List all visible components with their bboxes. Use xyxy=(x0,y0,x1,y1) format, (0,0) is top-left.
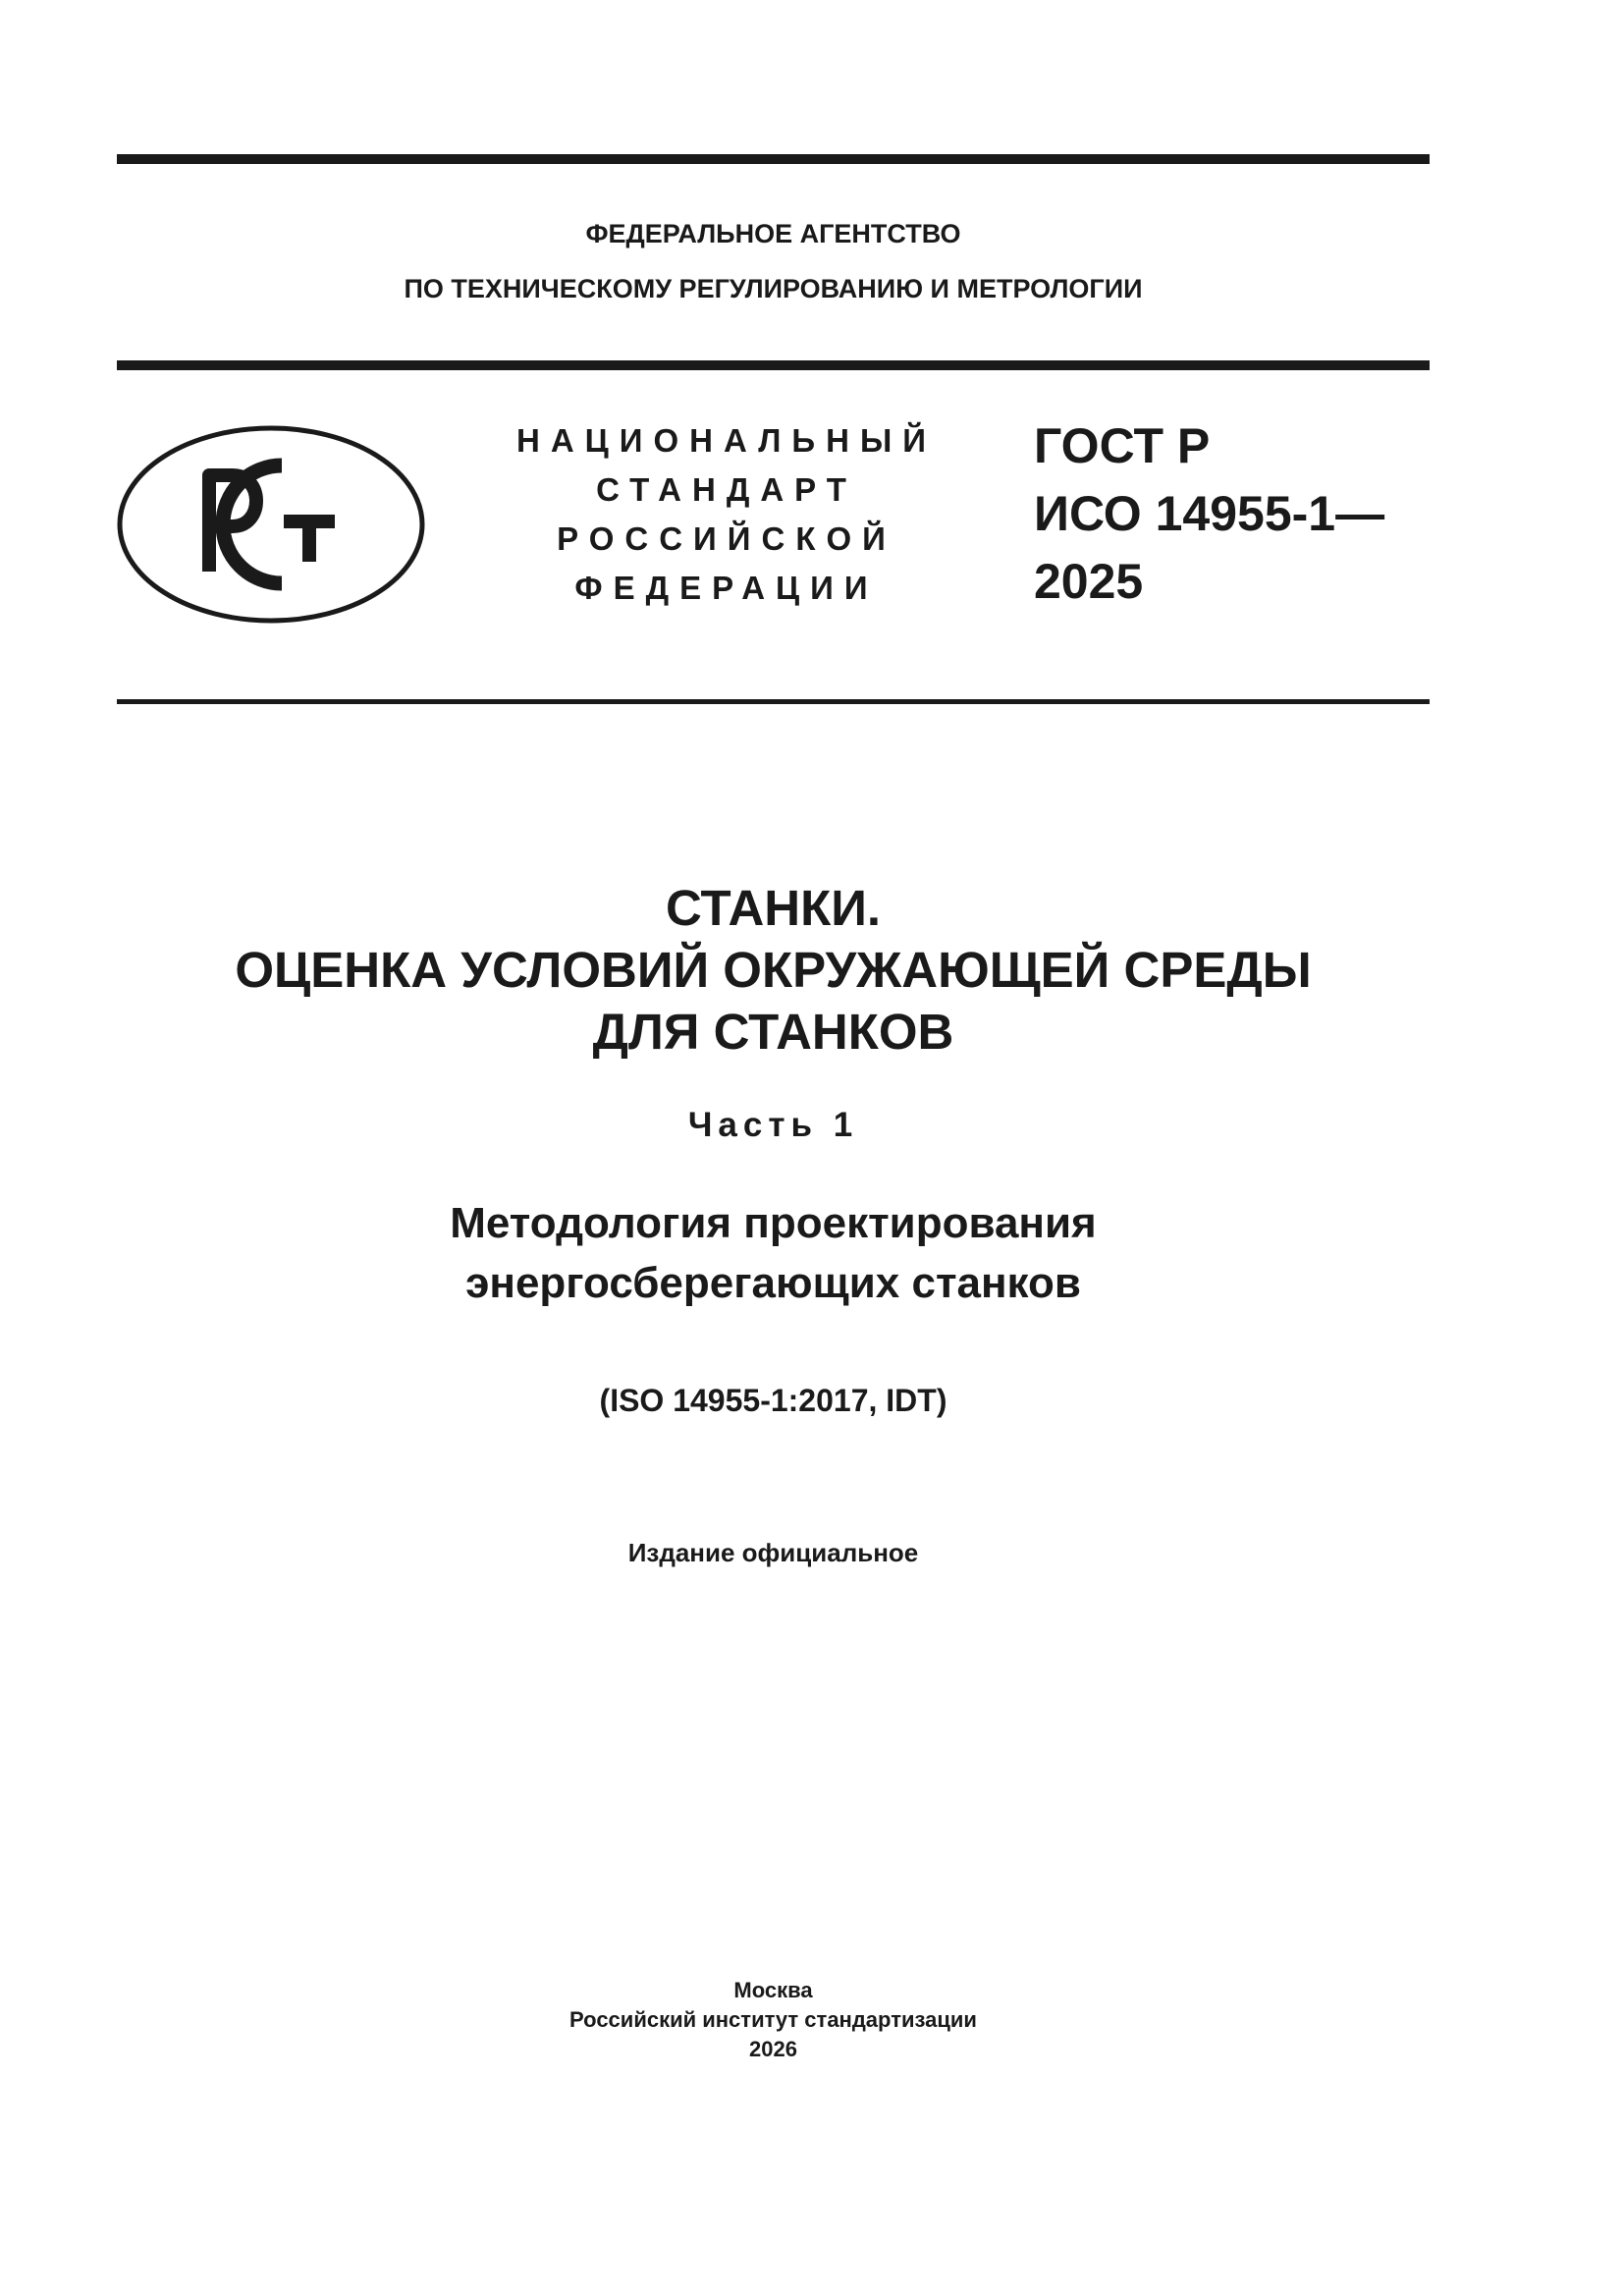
subtitle-line-1: Методология проектирования xyxy=(450,1199,1097,1247)
standard-designation xyxy=(1034,412,1446,616)
document-title xyxy=(117,877,1430,1063)
rst-certification-logo-icon xyxy=(115,424,427,625)
subtitle-line-2: энергосберегающих станков xyxy=(465,1259,1081,1307)
agency-header xyxy=(117,206,1430,316)
national-standard-line-3: РОССИЙСКОЙ xyxy=(557,520,896,557)
agency-line-2: ПО ТЕХНИЧЕСКОМУ РЕГУЛИРОВАНИЮ И МЕТРОЛОГИИ xyxy=(404,274,1143,303)
imprint-year: 2026 xyxy=(749,2037,797,2061)
imprint-publisher: Российский институт стандартизации xyxy=(569,2007,977,2032)
title-line-3: ДЛЯ СТАНКОВ xyxy=(592,1004,954,1060)
title-line-1: СТАНКИ. xyxy=(665,880,882,936)
national-standard-label xyxy=(511,416,943,613)
national-standard-line-2: СТАНДАРТ xyxy=(596,471,857,508)
designation-line-1: ГОСТ Р xyxy=(1034,418,1211,473)
iso-reference: (ISO 14955-1:2017, IDT) xyxy=(599,1383,947,1418)
imprint-city: Москва xyxy=(733,1978,813,2002)
title-line-2: ОЦЕНКА УСЛОВИЙ ОКРУЖАЮЩЕЙ СРЕДЫ xyxy=(235,942,1312,998)
top-rule xyxy=(117,154,1430,164)
middle-rule xyxy=(117,360,1430,370)
designation-line-3: 2025 xyxy=(1034,554,1144,609)
designation-line-2: ИСО 14955-1— xyxy=(1034,486,1385,541)
imprint xyxy=(117,1976,1430,2064)
document-subtitle xyxy=(117,1193,1430,1313)
agency-line-1: ФЕДЕРАЛЬНОЕ АГЕНТСТВО xyxy=(585,219,961,248)
lower-rule xyxy=(117,699,1430,704)
national-standard-line-4: ФЕДЕРАЦИИ xyxy=(574,570,879,606)
national-standard-line-1: НАЦИОНАЛЬНЫЙ xyxy=(516,422,937,459)
edition-label: Издание официальное xyxy=(627,1538,919,1567)
part-label: Часть 1 xyxy=(687,1106,859,1144)
